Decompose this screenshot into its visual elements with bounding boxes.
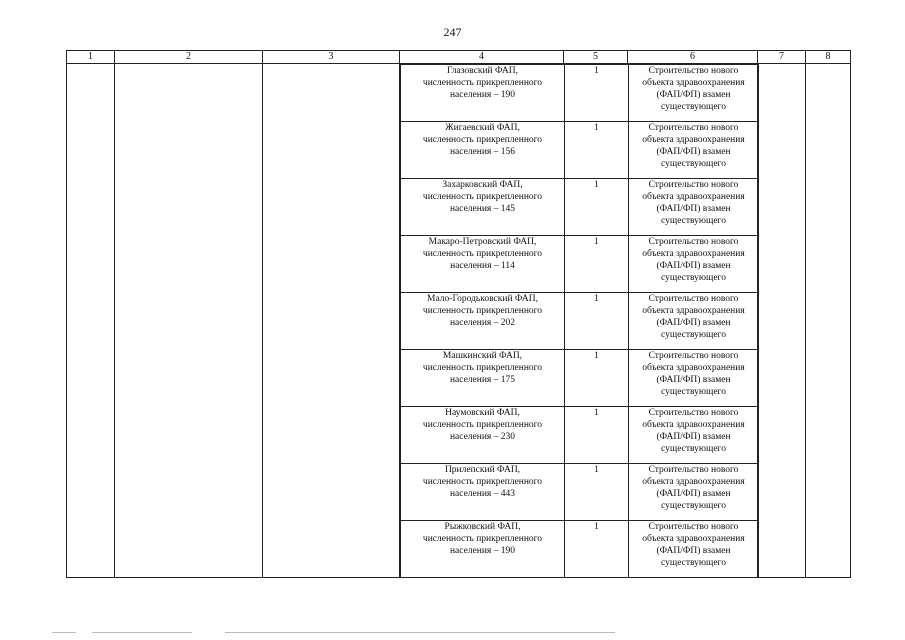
action-line: существующего — [661, 159, 726, 169]
action-cell — [629, 236, 759, 293]
action-line: (ФАП/ФП) взамен — [656, 90, 731, 100]
action-line: Строительство нового — [648, 465, 739, 475]
facility-name: Захарковский ФАП, — [442, 180, 523, 190]
empty-cell-col2 — [115, 64, 263, 578]
action-line: (ФАП/ФП) взамен — [656, 489, 731, 499]
facility-name: Рыжковский ФАП, — [444, 522, 521, 532]
column-header: 8 — [806, 51, 851, 64]
facility-name: Макаро-Петровский ФАП, — [428, 237, 537, 247]
action-cell — [629, 65, 759, 122]
facility-name: Прилепский ФАП, — [444, 465, 521, 475]
column-header: 1 — [67, 51, 115, 64]
facility-population-value: населения – 230 — [449, 432, 516, 442]
count-cell: 1 — [565, 122, 629, 179]
action-line: Строительство нового — [648, 180, 739, 190]
action-line: объекта здравоохранения — [642, 78, 745, 88]
facility-cell — [401, 521, 565, 578]
action-cell — [629, 464, 759, 521]
column-number-row — [67, 51, 851, 64]
column-header: 5 — [564, 51, 628, 64]
facility-population-label: численность прикрепленного — [422, 363, 543, 373]
facility-name: Мало-Городьковский ФАП, — [427, 294, 538, 304]
action-line: объекта здравоохранения — [642, 306, 745, 316]
action-line: (ФАП/ФП) взамен — [656, 147, 731, 157]
facility-cell — [401, 293, 565, 350]
facility-population-value: населения – 175 — [449, 375, 516, 385]
action-line: Строительство нового — [648, 351, 739, 361]
footer-rule — [52, 632, 76, 633]
action-line: (ФАП/ФП) взамен — [656, 375, 731, 385]
facility-cell — [401, 236, 565, 293]
footer-rule — [92, 632, 192, 633]
action-line: объекта здравоохранения — [642, 534, 745, 544]
action-line: объекта здравоохранения — [642, 363, 745, 373]
action-line: существующего — [661, 444, 726, 454]
table-row — [401, 521, 759, 578]
column-header: 3 — [263, 51, 400, 64]
facility-population-label: численность прикрепленного — [422, 78, 543, 88]
action-line: Строительство нового — [648, 123, 739, 133]
table-row — [401, 407, 759, 464]
footer-rule — [225, 632, 615, 633]
facility-subtable — [400, 64, 759, 577]
action-line: Строительство нового — [648, 408, 739, 418]
facility-population-value: населения – 114 — [450, 261, 515, 271]
empty-cell-col1 — [67, 64, 115, 578]
count-cell: 1 — [565, 521, 629, 578]
action-line: существующего — [661, 501, 726, 511]
action-cell — [629, 179, 759, 236]
action-line: Строительство нового — [648, 522, 739, 532]
facility-population-label: численность прикрепленного — [422, 249, 543, 259]
count-cell: 1 — [565, 350, 629, 407]
table-row — [401, 179, 759, 236]
facility-population-label: численность прикрепленного — [422, 135, 543, 145]
table-row — [401, 122, 759, 179]
action-cell — [629, 293, 759, 350]
facility-population-label: численность прикрепленного — [422, 420, 543, 430]
empty-cell-col3 — [263, 64, 400, 578]
action-line: объекта здравоохранения — [642, 249, 745, 259]
table-body-row — [67, 64, 851, 578]
action-line: существующего — [661, 216, 726, 226]
action-line: объекта здравоохранения — [642, 192, 745, 202]
action-line: (ФАП/ФП) взамен — [656, 432, 731, 442]
table-row — [401, 350, 759, 407]
facility-population-value: населения – 190 — [449, 90, 516, 100]
facility-name: Глазовский ФАП, — [447, 66, 518, 76]
facility-name: Наумовский ФАП, — [445, 408, 520, 418]
document-table — [66, 50, 851, 578]
action-line: существующего — [661, 273, 726, 283]
action-cell — [629, 350, 759, 407]
facility-population-label: численность прикрепленного — [422, 477, 543, 487]
action-line: Строительство нового — [648, 294, 739, 304]
action-line: (ФАП/ФП) взамен — [656, 261, 731, 271]
column-header: 6 — [628, 51, 758, 64]
action-line: существующего — [661, 558, 726, 568]
facility-population-label: численность прикрепленного — [422, 306, 543, 316]
facility-block — [400, 64, 758, 578]
action-line: объекта здравоохранения — [642, 477, 745, 487]
action-line: (ФАП/ФП) взамен — [656, 204, 731, 214]
action-line: (ФАП/ФП) взамен — [656, 546, 731, 556]
facility-cell — [401, 350, 565, 407]
action-cell — [629, 521, 759, 578]
table-row — [401, 464, 759, 521]
count-cell: 1 — [565, 407, 629, 464]
action-line: Строительство нового — [648, 66, 739, 76]
action-line: Строительство нового — [648, 237, 739, 247]
action-cell — [629, 122, 759, 179]
facility-cell — [401, 65, 565, 122]
facility-population-value: населения – 145 — [449, 204, 516, 214]
empty-cell-col8 — [806, 64, 851, 578]
table-row — [401, 65, 759, 122]
count-cell: 1 — [565, 179, 629, 236]
facility-population-value: населения – 190 — [449, 546, 516, 556]
count-cell: 1 — [565, 293, 629, 350]
facility-cell — [401, 179, 565, 236]
count-cell: 1 — [565, 464, 629, 521]
column-header: 7 — [758, 51, 806, 64]
count-cell: 1 — [565, 65, 629, 122]
action-line: (ФАП/ФП) взамен — [656, 318, 731, 328]
facility-population-label: численность прикрепленного — [422, 192, 543, 202]
facility-population-label: численность прикрепленного — [422, 534, 543, 544]
count-cell: 1 — [565, 236, 629, 293]
table-row — [401, 236, 759, 293]
column-header: 2 — [115, 51, 263, 64]
table-row — [401, 293, 759, 350]
action-line: объекта здравоохранения — [642, 420, 745, 430]
column-header: 4 — [400, 51, 564, 64]
facility-cell — [401, 122, 565, 179]
facility-population-value: населения – 443 — [449, 489, 516, 499]
action-line: объекта здравоохранения — [642, 135, 745, 145]
facility-cell — [401, 407, 565, 464]
facility-name: Машкинский ФАП, — [442, 351, 523, 361]
empty-cell-col7 — [758, 64, 806, 578]
facility-population-value: населения – 202 — [449, 318, 516, 328]
action-line: существующего — [661, 102, 726, 112]
facility-population-value: населения – 156 — [449, 147, 516, 157]
action-line: существующего — [661, 387, 726, 397]
action-line: существующего — [661, 330, 726, 340]
facility-name: Жигаевский ФАП, — [445, 123, 520, 133]
facility-cell — [401, 464, 565, 521]
page-number: 247 — [443, 25, 462, 39]
action-cell — [629, 407, 759, 464]
